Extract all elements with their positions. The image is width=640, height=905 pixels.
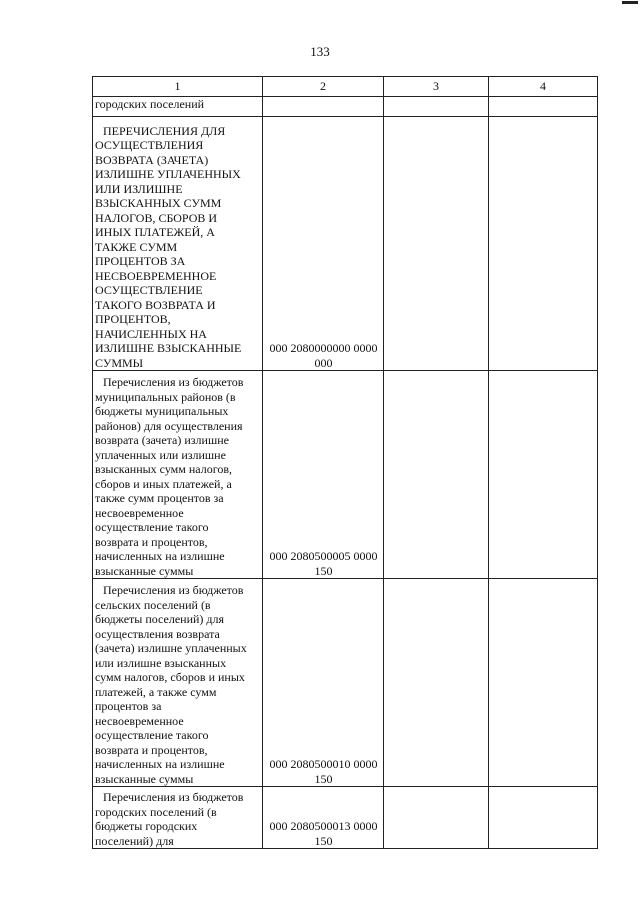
row-col-3	[384, 787, 489, 849]
header-col-1: 1	[93, 77, 263, 97]
row-code	[263, 371, 384, 579]
row-col-4	[489, 117, 598, 371]
row-name-line: возврата и процентов,	[95, 534, 208, 549]
row-name-line: начисленных на излишне	[95, 757, 225, 771]
row-name-line: Перечисления из бюджетов	[103, 790, 244, 804]
row-name-line: ОСУЩЕСТВЛЕНИЕ	[95, 283, 203, 297]
row-name-line: процентов за	[95, 699, 162, 713]
row-code-line: 000 2080000000 0000	[269, 341, 378, 355]
row-name	[93, 117, 263, 371]
row-name-line: осуществления возврата	[95, 626, 220, 641]
row-name-line: взысканных сумм налогов,	[95, 462, 233, 476]
row-name-line: бюджеты городских	[95, 819, 198, 833]
row-name-line: взысканные суммы	[95, 771, 194, 786]
row-name-line: НАЛОГОВ, СБОРОВ И	[95, 210, 218, 225]
page-number: 133	[310, 44, 330, 59]
row-name-line: ТАКЖЕ СУММ	[95, 239, 178, 254]
row-name-line: осуществление такого	[95, 728, 209, 742]
row-name	[93, 371, 263, 579]
row-name-line: несвоевременное	[95, 505, 184, 520]
row-name-line: ПРОЦЕНТОВ ЗА	[95, 254, 186, 268]
row-name-line: (зачета) излишне уплаченных	[95, 641, 247, 655]
header-col-2: 2	[263, 77, 384, 97]
row-col-4	[489, 371, 598, 579]
row-code	[263, 117, 384, 371]
row-name-line: уплаченных или излишне	[95, 447, 226, 462]
row-name-line: сборов и иных платежей, а	[95, 476, 232, 491]
row-name-line: ИНЫХ ПЛАТЕЖЕЙ, А	[95, 225, 215, 239]
row-col-3	[384, 579, 489, 787]
row-col-4	[489, 787, 598, 849]
row-name-line: также сумм процентов за	[95, 491, 224, 505]
row-name-line: ВЗЫСКАННЫХ СУММ	[95, 196, 222, 210]
row-col-3	[384, 97, 489, 117]
row-name-line: городских поселений	[95, 97, 205, 111]
table-row	[93, 579, 598, 787]
row-name-line: городских поселений (в	[95, 804, 217, 819]
row-name-line: СУММЫ	[95, 355, 144, 370]
row-name-line: Перечисления из бюджетов	[103, 375, 244, 389]
row-name-line: или излишне взысканных	[95, 655, 227, 670]
row-code-line: 000 2080500005 0000	[269, 549, 378, 563]
header-col-3: 3	[384, 77, 489, 97]
row-name	[93, 787, 263, 849]
row-name-line: сумм налогов, сборов и иных	[95, 670, 245, 684]
row-code-line: 000	[314, 355, 333, 370]
table-row	[93, 371, 598, 579]
table-row	[93, 117, 598, 371]
row-name	[93, 579, 263, 787]
row-code-line: 000 2080500010 0000	[269, 757, 378, 771]
row-code	[263, 97, 384, 117]
row-name-line: муниципальных районов (в	[95, 389, 236, 404]
row-code-line: 000 2080500013 0000	[269, 819, 378, 833]
row-name-line: районов) для осуществления	[95, 418, 243, 433]
row-name-line: взысканные суммы	[95, 563, 194, 578]
row-name-line: возврата и процентов,	[95, 742, 208, 757]
row-name-line: ИЗЛИШНЕ УПЛАЧЕННЫХ	[95, 167, 241, 181]
row-code-line: 150	[314, 833, 333, 848]
row-code-line: 150	[314, 563, 333, 578]
row-name-line: ПЕРЕЧИСЛЕНИЯ ДЛЯ	[103, 123, 226, 138]
row-name-line: бюджеты муниципальных	[95, 404, 229, 418]
scan-mark	[622, 1, 638, 4]
row-col-4	[489, 579, 598, 787]
row-name-line: НЕСВОЕВРЕМЕННОЕ	[95, 268, 217, 283]
row-name-line: бюджеты поселений) для	[95, 612, 225, 626]
row-name-line: платежей, а также сумм	[95, 684, 217, 699]
row-name	[93, 97, 263, 117]
row-col-3	[384, 117, 489, 371]
row-name-line: ТАКОГО ВОЗВРАТА И	[95, 297, 216, 312]
row-name-line: поселений) для	[95, 833, 174, 848]
budget-table	[92, 76, 598, 849]
row-col-4	[489, 97, 598, 117]
row-name-line: возврата (зачета) излишне	[95, 433, 229, 447]
row-name-line: ИЛИ ИЗЛИШНЕ	[95, 181, 183, 196]
row-code-line: 150	[314, 771, 333, 786]
table-header-row	[93, 77, 598, 97]
row-col-3	[384, 371, 489, 579]
row-name-line: ИЗЛИШНЕ ВЗЫСКАННЫЕ	[95, 341, 242, 355]
row-name-line: Перечисления из бюджетов	[103, 583, 244, 597]
row-code	[263, 787, 384, 849]
row-name-line: осуществление такого	[95, 520, 209, 534]
row-name-line: ВОЗВРАТА (ЗАЧЕТА)	[95, 152, 209, 167]
table-row	[93, 97, 598, 117]
row-name-line: несвоевременное	[95, 713, 184, 728]
row-name-line: сельских поселений (в	[95, 597, 211, 612]
table-row	[93, 787, 598, 849]
header-col-4: 4	[489, 77, 598, 97]
row-name-line: ОСУЩЕСТВЛЕНИЯ	[95, 138, 204, 152]
row-name-line: ПРОЦЕНТОВ,	[95, 312, 171, 326]
row-name-line: НАЧИСЛЕННЫХ НА	[95, 326, 207, 341]
row-name-line: начисленных на излишне	[95, 549, 225, 563]
row-code	[263, 579, 384, 787]
